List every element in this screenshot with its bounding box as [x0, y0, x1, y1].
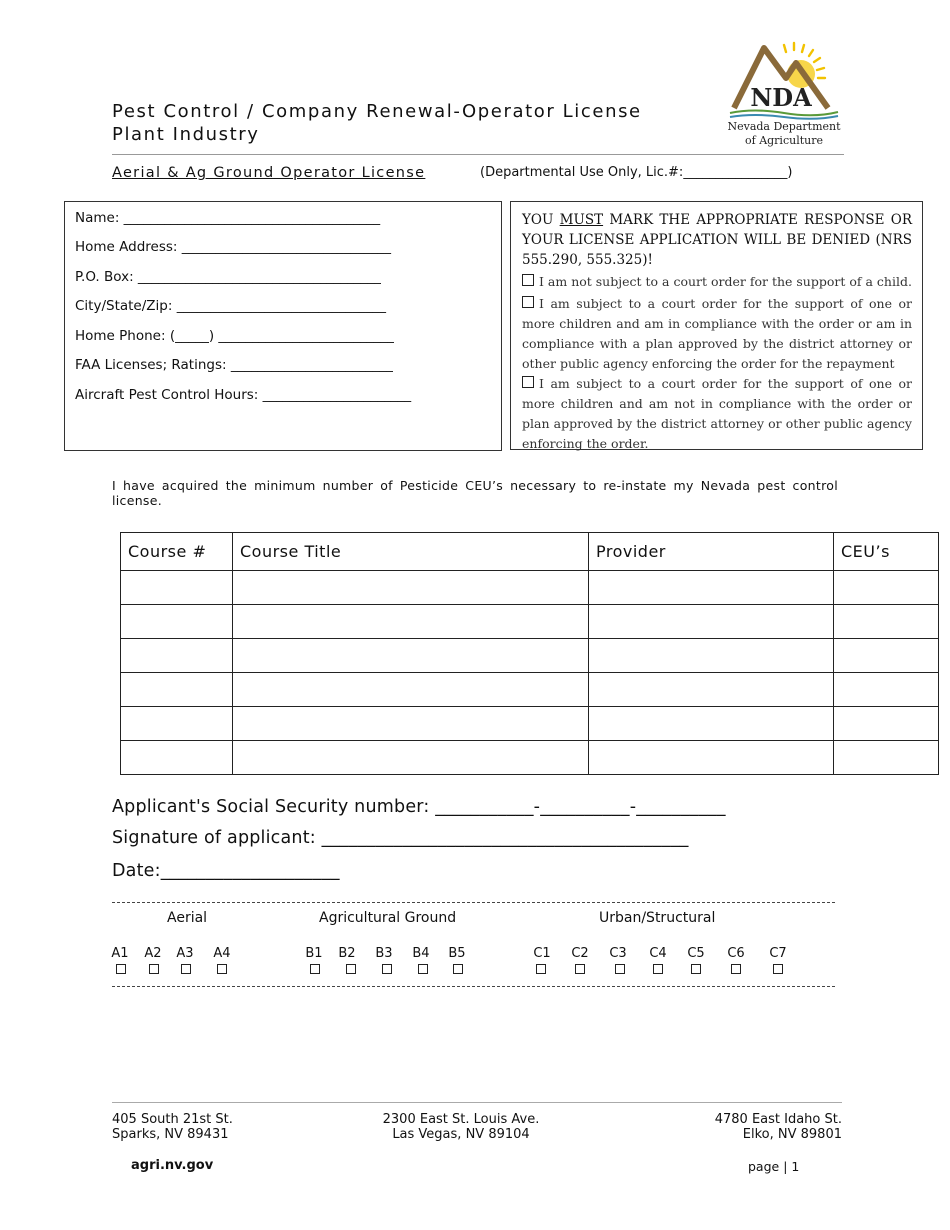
urban-category-label: Urban/Structural: [599, 910, 716, 926]
svg-text:of Agriculture: of Agriculture: [745, 134, 823, 147]
las-vegas-office-address: 2300 East St. Louis Ave. Las Vegas, NV 89104: [382, 1112, 540, 1142]
table-cell[interactable]: [233, 605, 589, 639]
code-label-b2: B2: [338, 946, 356, 961]
code-label-c2: C2: [571, 946, 589, 961]
table-row: [121, 571, 939, 605]
code-label-c5: C5: [687, 946, 705, 961]
checkbox-b4[interactable]: [418, 964, 428, 974]
departmental-use-field[interactable]: (Departmental Use Only, Lic.#:________________): [480, 165, 793, 180]
table-row: [121, 639, 939, 673]
categories-bottom-divider: [112, 986, 835, 987]
table-cell[interactable]: [834, 605, 939, 639]
checkbox-a3[interactable]: [181, 964, 191, 974]
checkbox-a2[interactable]: [149, 964, 159, 974]
table-cell[interactable]: [121, 571, 233, 605]
table-cell[interactable]: [121, 707, 233, 741]
table-cell[interactable]: [121, 741, 233, 775]
aircraft-hours-field[interactable]: Aircraft Pest Control Hours: ______________________: [75, 387, 412, 403]
child-support-option-2: I am subject to a court order for the support of one or more children and am in compliance with the order or am in compliance with a plan approved by the district attorney or other public agency enforcing the order for the repayment: [522, 296, 912, 371]
checkbox-c4[interactable]: [653, 964, 663, 974]
title-line-1: Pest Control / Company Renewal-Operator License: [112, 101, 642, 122]
provider-header: Provider: [589, 533, 834, 571]
ceus-header: CEU’s: [834, 533, 939, 571]
code-label-c6: C6: [727, 946, 745, 961]
checkbox-a1[interactable]: [116, 964, 126, 974]
sparks-office-address: 405 South 21st St. Sparks, NV 89431: [112, 1112, 233, 1142]
code-label-c1: C1: [533, 946, 551, 961]
checkbox-b3[interactable]: [382, 964, 392, 974]
ceu-statement: I have acquired the minimum number of Pesticide CEU’s necessary to re-instate my Nevada pest control license.: [112, 478, 838, 508]
categories-top-divider: [112, 902, 835, 903]
faa-licenses-field[interactable]: FAA Licenses; Ratings: ________________________: [75, 357, 393, 373]
checkbox-c6[interactable]: [731, 964, 741, 974]
name-field[interactable]: Name: ______________________________________: [75, 210, 381, 226]
home-phone-field[interactable]: Home Phone: (_____) __________________________: [75, 328, 394, 344]
table-cell[interactable]: [589, 571, 834, 605]
code-label-c3: C3: [609, 946, 627, 961]
table-cell[interactable]: [589, 673, 834, 707]
home-address-field[interactable]: Home Address: _______________________________: [75, 239, 392, 255]
code-label-a1: A1: [111, 946, 129, 961]
header-divider: [112, 154, 844, 155]
table-cell[interactable]: [121, 605, 233, 639]
course-number-header: Course #: [121, 533, 233, 571]
option-2-checkbox[interactable]: [522, 296, 534, 308]
checkbox-a4[interactable]: [217, 964, 227, 974]
child-support-warning: YOU MUST MARK THE APPROPRIATE RESPONSE OR YOUR LICENSE APPLICATION WILL BE DENIED (NRS 555.290, 555.325)!: [522, 212, 912, 268]
table-row: [121, 673, 939, 707]
table-cell[interactable]: [233, 673, 589, 707]
date-field[interactable]: Date:____________________: [112, 861, 340, 881]
nda-logo: [724, 38, 844, 153]
table-cell[interactable]: [834, 673, 939, 707]
table-cell[interactable]: [121, 639, 233, 673]
po-box-field[interactable]: P.O. Box: ____________________________________: [75, 269, 381, 285]
footer-divider: [112, 1102, 842, 1103]
table-cell[interactable]: [834, 639, 939, 673]
table-cell[interactable]: [233, 741, 589, 775]
checkbox-c2[interactable]: [575, 964, 585, 974]
license-type-heading: Aerial & Ag Ground Operator License: [112, 165, 426, 181]
ssn-field[interactable]: Applicant's Social Security number: ___________-__________-__________: [112, 797, 726, 817]
title-line-2: Plant Industry: [112, 124, 260, 145]
table-cell[interactable]: [121, 673, 233, 707]
elko-office-address: 4780 East Idaho St. Elko, NV 89801: [714, 1112, 842, 1142]
course-title-header: Course Title: [233, 533, 589, 571]
page-number: page | 1: [748, 1159, 800, 1174]
code-label-c4: C4: [649, 946, 667, 961]
table-row: [121, 741, 939, 775]
table-cell[interactable]: [589, 605, 834, 639]
child-support-option-3: I am subject to a court order for the support of one or more children and am not in compliance with the order or plan approved by the district attorney or other public agency enforcing the order.: [522, 376, 912, 451]
table-cell[interactable]: [834, 571, 939, 605]
code-label-b5: B5: [448, 946, 466, 961]
table-cell[interactable]: [589, 741, 834, 775]
code-label-c7: C7: [769, 946, 787, 961]
checkbox-b5[interactable]: [453, 964, 463, 974]
applicant-info-box: [64, 201, 502, 451]
aerial-category-label: Aerial: [167, 910, 208, 926]
table-cell[interactable]: [233, 571, 589, 605]
code-label-a4: A4: [213, 946, 231, 961]
table-cell[interactable]: [233, 639, 589, 673]
website-link[interactable]: agri.nv.gov: [131, 1158, 214, 1173]
code-label-a3: A3: [176, 946, 194, 961]
ceu-table-header: [121, 533, 939, 571]
checkbox-c3[interactable]: [615, 964, 625, 974]
table-row: [121, 707, 939, 741]
option-3-checkbox[interactable]: [522, 376, 534, 388]
checkbox-c5[interactable]: [691, 964, 701, 974]
checkbox-c7[interactable]: [773, 964, 783, 974]
code-label-a2: A2: [144, 946, 162, 961]
option-1-checkbox[interactable]: [522, 274, 534, 286]
checkbox-b1[interactable]: [310, 964, 320, 974]
svg-text:Nevada Department: Nevada Department: [727, 120, 841, 133]
ag-ground-category-label: Agricultural Ground: [319, 910, 457, 926]
nda-logo-icon: [724, 38, 844, 153]
child-support-option-1: I am not subject to a court order for the support of a child.: [522, 272, 912, 292]
table-cell[interactable]: [589, 639, 834, 673]
table-cell[interactable]: [589, 707, 834, 741]
must-emphasis: MUST: [559, 212, 604, 228]
table-row: [121, 605, 939, 639]
ceu-table: [120, 532, 939, 775]
checkbox-c1[interactable]: [536, 964, 546, 974]
table-cell[interactable]: [233, 707, 589, 741]
city-state-zip-field[interactable]: City/State/Zip: _______________________________: [75, 298, 386, 314]
table-cell[interactable]: [834, 707, 939, 741]
code-label-b1: B1: [305, 946, 323, 961]
table-cell[interactable]: [834, 741, 939, 775]
checkbox-b2[interactable]: [346, 964, 356, 974]
form-title: [112, 100, 642, 146]
code-label-b4: B4: [412, 946, 430, 961]
svg-text:NDA: NDA: [750, 83, 812, 112]
child-support-box: [510, 201, 923, 450]
code-label-b3: B3: [375, 946, 393, 961]
signature-field[interactable]: Signature of applicant: _________________________________________: [112, 828, 689, 848]
